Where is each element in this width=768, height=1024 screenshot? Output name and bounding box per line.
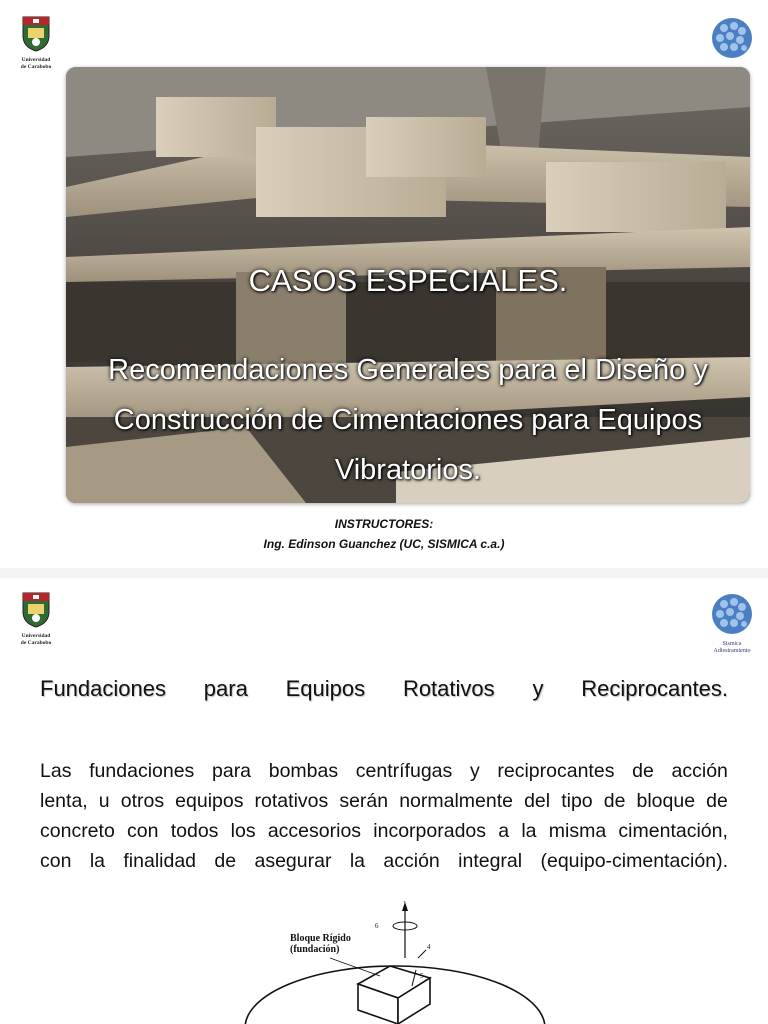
uc-logo-line1: Universidad	[21, 57, 51, 63]
paragraph-word: u	[98, 790, 110, 812]
subtitle-line: Construcción de Cimentaciones para Equipos	[113, 404, 703, 436]
paragraph-word: reciprocantes	[497, 760, 615, 782]
paragraph-word: concreto	[40, 820, 115, 842]
globe-icon	[710, 592, 754, 636]
paragraph-word: misma	[548, 820, 607, 842]
axis-label: 1	[403, 900, 407, 908]
uc-logo-line2: de Carabobo	[20, 639, 52, 646]
paragraph-word: asegurar	[254, 850, 332, 872]
slide-foundations	[0, 578, 768, 1024]
paragraph-word: acción	[383, 850, 440, 872]
paragraph-word: (equipo-cimentación).	[540, 850, 728, 872]
universidad-carabobo-logo	[14, 16, 58, 70]
paragraph-word: la	[89, 850, 106, 872]
axis-label: 6	[375, 922, 379, 930]
heading-word: para	[203, 676, 248, 701]
diagram-label-line1: Bloque Rígido	[290, 933, 351, 944]
subtitle-line: Recomendaciones Generales para el Diseño y	[108, 354, 708, 386]
uc-logo-line2: de Carabobo	[20, 63, 52, 70]
slide-subtitle	[66, 345, 750, 495]
slide-title-text: CASOS ESPECIALES.	[248, 263, 568, 298]
paragraph-word: acción	[671, 760, 728, 782]
sismica-logo-line1: Sismica	[722, 641, 742, 647]
paragraph-word: integral	[458, 850, 523, 872]
paragraph-word: con	[127, 820, 159, 842]
heading-word: Reciprocantes.	[581, 676, 728, 701]
axis-label: 5	[420, 972, 424, 980]
paragraph-word: bombas	[268, 760, 339, 782]
paragraph-line	[40, 816, 728, 846]
hero-photo	[66, 67, 750, 503]
paragraph-word: equipos	[175, 790, 244, 812]
sismica-logo	[704, 16, 760, 65]
paragraph-word: tipo	[561, 790, 593, 812]
instructors-label: INSTRUCTORES:	[334, 517, 434, 531]
paragraph-word: de	[706, 790, 728, 812]
paragraph-word: lenta,	[40, 790, 88, 812]
universidad-carabobo-logo	[14, 592, 58, 646]
paragraph-word: la	[349, 850, 366, 872]
paragraph-word: rotativos	[254, 790, 329, 812]
paragraph-word: normalmente	[399, 790, 513, 812]
paragraph-word: serán	[339, 790, 389, 812]
paragraph-line	[40, 756, 728, 786]
paragraph-line	[40, 786, 728, 816]
heading-word: Fundaciones	[40, 676, 166, 701]
paragraph-word: de	[632, 760, 654, 782]
shield-icon	[22, 16, 50, 52]
uc-logo-line1: Universidad	[21, 633, 51, 639]
paragraph-word: accesorios	[267, 820, 362, 842]
paragraph-word: los	[230, 820, 256, 842]
subtitle-line: Vibratorios.	[334, 454, 482, 486]
slide-divider	[0, 568, 768, 578]
heading-word: Rotativos	[402, 676, 495, 701]
paragraph-word: incorporados	[373, 820, 487, 842]
paragraph-word: con	[40, 850, 72, 872]
paragraph-line	[40, 846, 728, 876]
paragraph-word: y	[469, 760, 480, 782]
paragraph-word: la	[521, 820, 537, 842]
paragraph-word: cimentación,	[618, 820, 728, 842]
axis-label: 4	[427, 943, 431, 951]
heading-word: y	[532, 676, 544, 701]
instructors-block	[0, 514, 768, 554]
diagram-label	[290, 933, 351, 955]
paragraph-word: del	[524, 790, 551, 812]
globe-icon	[710, 16, 754, 60]
section-heading	[40, 676, 728, 702]
paragraph-word: bloque	[636, 790, 696, 812]
paragraph-word: otros	[120, 790, 165, 812]
paragraph-word: fundaciones	[89, 760, 195, 782]
paragraph-word: finalidad	[123, 850, 197, 872]
heading-word: Equipos	[285, 676, 366, 701]
paragraph-word: centrífugas	[355, 760, 453, 782]
paragraph-word: de	[603, 790, 626, 812]
body-paragraph	[40, 756, 728, 876]
instructors-name: Ing. Edinson Guanchez (UC, SISMICA c.a.)	[263, 537, 505, 551]
paragraph-word: a	[498, 820, 510, 842]
paragraph-word: Las	[40, 760, 72, 782]
diagram-label-line2: (fundación)	[290, 944, 340, 955]
paragraph-word: todos	[170, 820, 219, 842]
paragraph-word: de	[214, 850, 237, 872]
sismica-logo	[704, 592, 760, 655]
rigid-block-diagram	[230, 898, 550, 1024]
sismica-logo-line2: Adiestramiento	[713, 648, 751, 654]
paragraph-word: para	[212, 760, 252, 782]
shield-icon	[22, 592, 50, 628]
